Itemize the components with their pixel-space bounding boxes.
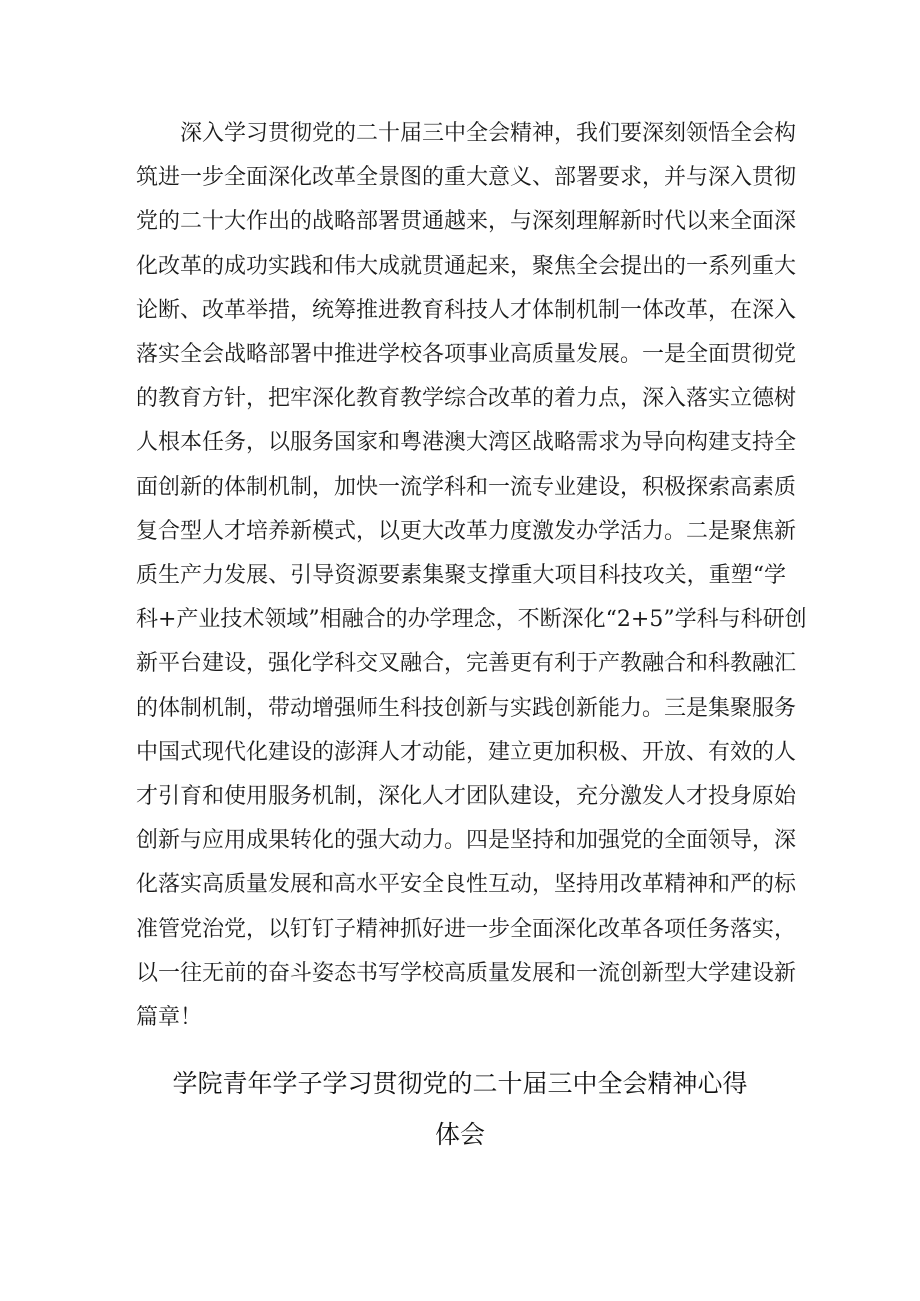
paragraph-line: 化改革的成功实践和伟大成就贯通起来，聚焦全会提出的一系列重大	[136, 253, 797, 279]
paragraph-line: 党的二十大作出的战略部署贯通越来，与深刻理解新时代以来全面深	[136, 209, 797, 235]
paragraph-line: 才引育和使用服务机制，深化人才团队建设，充分激发人才投身原始	[136, 784, 797, 809]
paragraph-line: 落实全会战略部署中推进学校各项事业高质量发展。一是全面贯彻党	[136, 342, 797, 367]
paragraph-line: 篇章！	[136, 1005, 203, 1030]
paragraph-line: 科+产业技术领域”相融合的办学理念，不断深化“2+5”学科与科研创	[136, 607, 807, 633]
paragraph-line: 中国式现代化建设的澎湃人才动能，建立更加积极、开放、有效的人	[136, 739, 797, 765]
paragraph-line: 复合型人才培养新模式，以更大改革力度激发办学活力。二是聚焦新	[136, 518, 797, 544]
paragraph-line: 准管党治党，以钉钉子精神抓好进一步全面深化改革各项任务落实，	[136, 916, 797, 942]
paragraph-line: 化落实高质量发展和高水平安全良性互动，坚持用改革精神和严的标	[136, 872, 797, 898]
section-title-line-2: 体会	[434, 1120, 485, 1149]
paragraph-line: 深入学习贯彻党的二十届三中全会精神，我们要深刻领悟全会构	[180, 121, 797, 146]
paragraph-line: 新平台建设，强化学科交叉融合，完善更有利于产教融合和科教融汇	[136, 651, 797, 677]
section-title-line-1: 学院青年学子学习贯彻党的二十届三中全会精神心得	[172, 1069, 748, 1098]
paragraph-line: 的教育方针，把牢深化教育教学综合改革的着力点，深入落实立德树	[136, 386, 797, 412]
paragraph-line: 质生产力发展、引导资源要素集聚支撑重大项目科技攻关，重塑“学	[136, 563, 786, 588]
paragraph-line: 面创新的体制机制，加快一流学科和一流专业建设，积极探索高素质	[136, 474, 797, 500]
paragraph-line: 筑进一步全面深化改革全景图的重大意义、部署要求，并与深入贯彻	[136, 165, 797, 191]
paragraph-line: 的体制机制，带动增强师生科技创新与实践创新能力。三是集聚服务	[136, 695, 797, 721]
paragraph-line: 以一往无前的奋斗姿态书写学校高质量发展和一流创新型大学建设新	[136, 960, 797, 986]
paragraph-line: 创新与应用成果转化的强大动力。四是坚持和加强党的全面领导，深	[136, 828, 797, 854]
paragraph-line: 人根本任务，以服务国家和粤港澳大湾区战略需求为导向构建支持全	[136, 430, 797, 456]
paragraph-line: 论断、改革举措，统筹推进教育科技人才体制机制一体改革，在深入	[136, 297, 797, 323]
